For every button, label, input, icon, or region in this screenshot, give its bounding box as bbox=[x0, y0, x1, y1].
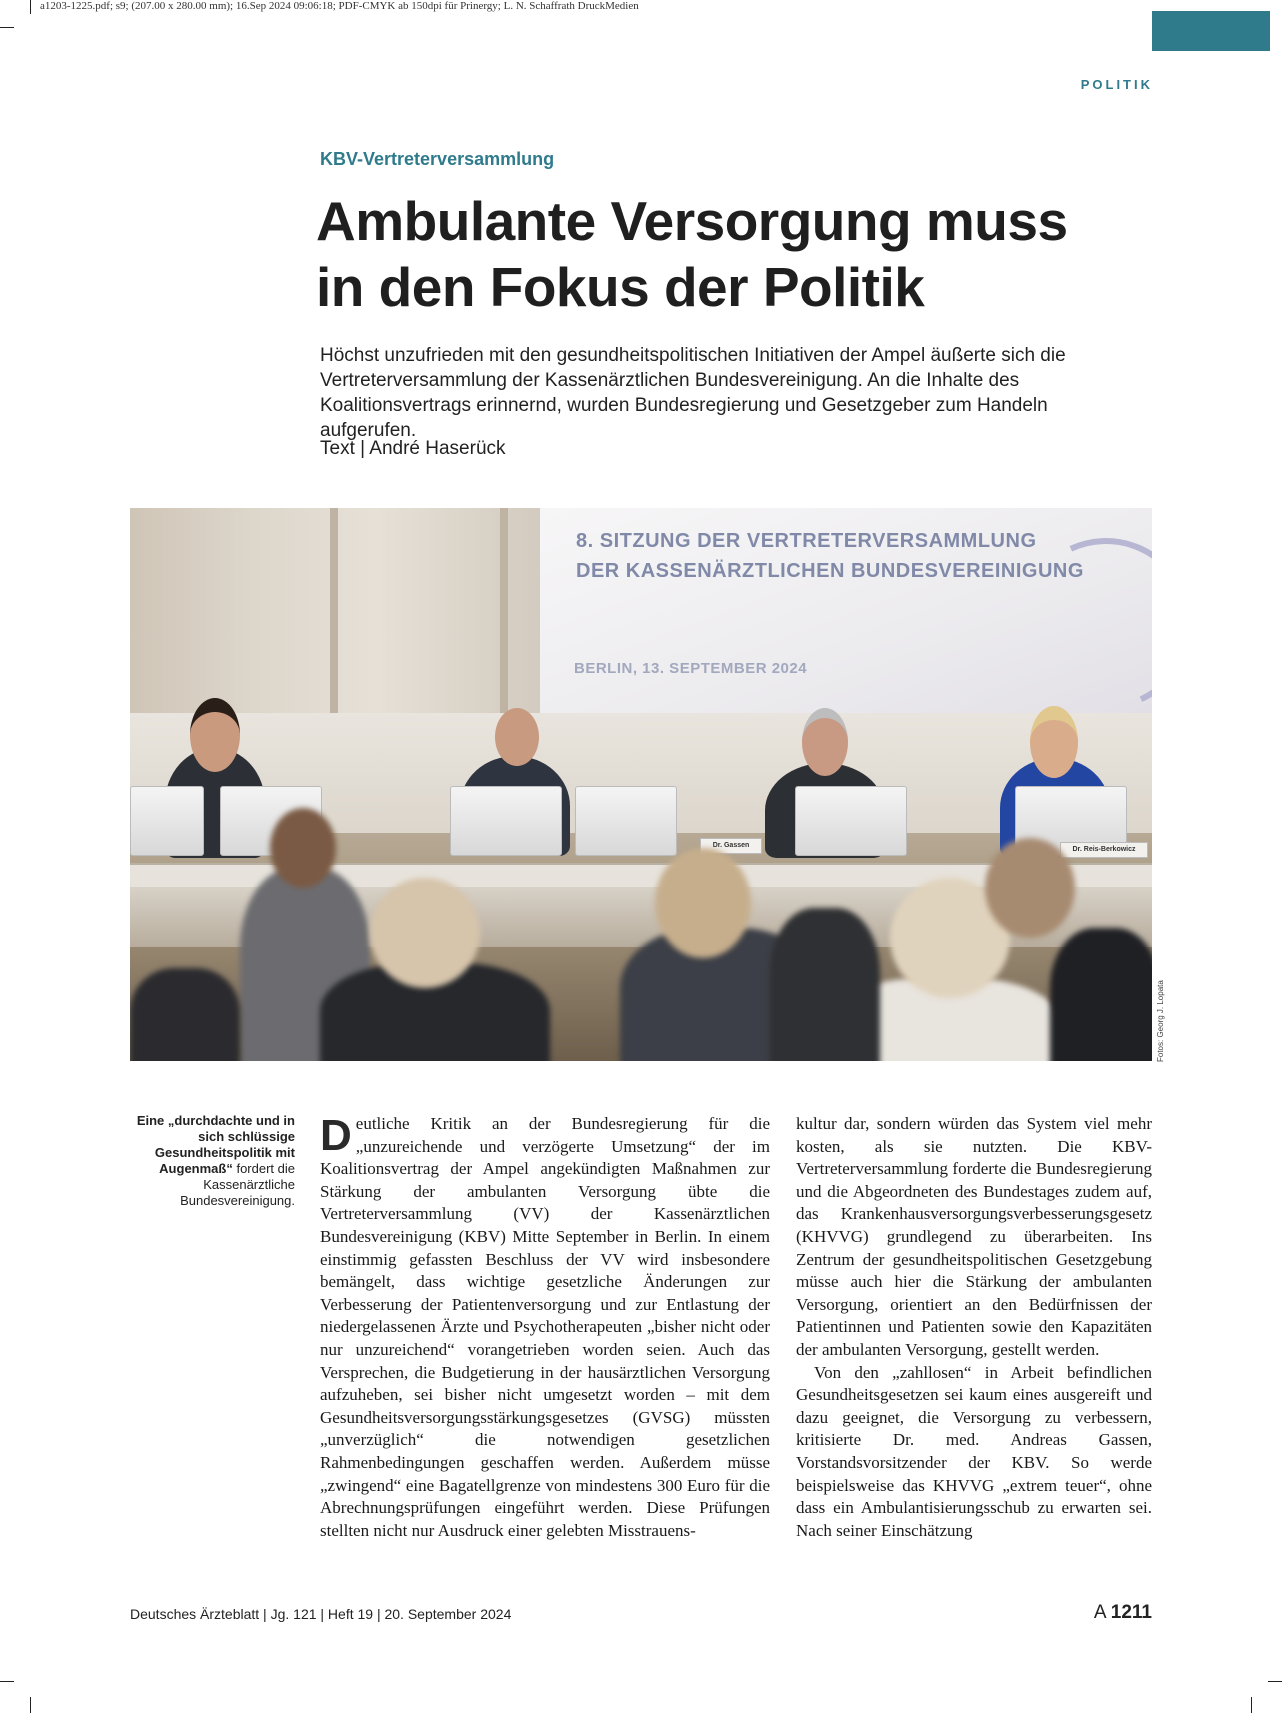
crop-mark bbox=[0, 27, 14, 28]
crop-mark bbox=[30, 0, 31, 14]
speaker-2-head bbox=[495, 708, 539, 766]
drop-cap: D bbox=[320, 1111, 352, 1160]
body-paragraph-2: kultur dar, sondern würden das System viel mehr kosten, als sie nutzten. Die KBV-Vertreterversammlung forderte die Bundesregierung und die Abgeordneten des Bundestages zudem auf, das Krankenhausversorgungsverbesserungsgesetz (KHVVG) grundlegend zu überarbeiten. Ins Zentrum der gesundheitspolitischen Gesetzgebung müsse auch hier die Stärkung der ambulanten Versorgung, orientiert an den Bedürfnissen der Patientinnen und Patienten sowie den Kapazitäten der ambulanten Versorgung, gestellt werden. bbox=[796, 1114, 1152, 1359]
audience-member bbox=[1050, 928, 1152, 1061]
screen-title-line-2: DER KASSENÄRZTLICHEN BUNDESVEREINIGUNG bbox=[576, 560, 1084, 582]
photo-credit: Fotos: Georg J. Lopata bbox=[1156, 980, 1165, 1062]
page-number-value: 1211 bbox=[1110, 1602, 1152, 1623]
headline-line-1: Ambulante Versorgung muss bbox=[316, 190, 1068, 252]
article-headline bbox=[316, 188, 1176, 320]
audience-member bbox=[770, 908, 880, 1061]
crop-mark bbox=[1251, 1697, 1252, 1713]
audience-member-head bbox=[270, 808, 336, 888]
headline-line-2: in den Fokus der Politik bbox=[316, 256, 925, 318]
podium-monitor bbox=[795, 786, 907, 856]
caption-text: fordert die Kassenärztliche Bundesvereinigung. bbox=[180, 1161, 295, 1208]
body-column-1 bbox=[320, 1113, 770, 1542]
crop-mark bbox=[1268, 1681, 1282, 1682]
byline: Text | André Haserück bbox=[320, 438, 506, 459]
article-lead: Höchst unzufrieden mit den gesundheitspolitischen Initiativen der Ampel äußerte sich die Vertreterversammlung der Kassenärztlichen Bundesvereinigung. An die Inhalte des Koalitionsvertrags erinnernd, wurden Bundesregierung und Gesetzgeber zum Handeln aufgerufen. bbox=[320, 345, 1066, 441]
caption-highlight: Eine „durchdachte und in sich schlüssige Gesundheitspolitik mit Augenmaß“ bbox=[136, 1113, 295, 1176]
page-prefix: A bbox=[1093, 1602, 1106, 1623]
screen-date: BERLIN, 13. SEPTEMBER 2024 bbox=[574, 660, 808, 677]
crop-mark bbox=[0, 1681, 14, 1682]
projection-screen bbox=[540, 508, 1152, 713]
audience-member-head bbox=[985, 838, 1075, 938]
print-metadata: a1203-1225.pdf; s9; (207.00 x 280.00 mm); 16.Sep 2024 09:06:18; PDF-CMYK ab 150dpi für Prinergy; L. N. Schaffrath DruckMedien bbox=[40, 0, 639, 12]
nameplate-gassen: Dr. Gassen bbox=[700, 838, 762, 854]
article-photo bbox=[130, 508, 1152, 1061]
audience-member-head bbox=[655, 848, 751, 958]
podium-monitor bbox=[575, 786, 677, 856]
page-number bbox=[1094, 1602, 1152, 1624]
podium-monitor bbox=[130, 786, 204, 856]
podium-monitor bbox=[450, 786, 562, 856]
screen-title-line-1: 8. SITZUNG DER VERTRETERVERSAMMLUNG bbox=[576, 530, 1037, 552]
section-color-tab bbox=[1152, 11, 1270, 51]
nameplate-reis-berkowicz: Dr. Reis-Berkowicz bbox=[1060, 842, 1148, 858]
section-label: POLITIK bbox=[1080, 77, 1153, 92]
article-kicker: KBV-Vertreterversammlung bbox=[320, 149, 555, 169]
crop-mark bbox=[30, 1697, 31, 1713]
body-column-2 bbox=[796, 1113, 1152, 1542]
audience-member bbox=[130, 968, 240, 1061]
body-paragraph-3: Von den „zahllosen“ in Arbeit befindlichen Gesundheitsgesetzen sei kaum eines ausgereift und dazu geeignet, die Versorgung zu verbessern, kritisierte Dr. med. Andreas Gassen, Vorstandsvorsitzender der KBV. So werde beispielsweise das KHVVG „extrem teuer“, ohne dass ein Ambulantisierungsschub zu erwarten sei. Nach seiner Einschätzung bbox=[796, 1362, 1152, 1540]
speaker-3-head bbox=[802, 708, 848, 776]
audience-member-head bbox=[370, 878, 480, 988]
footer-journal-info: Deutsches Ärzteblatt | Jg. 121 | Heft 19 | 20. September 2024 bbox=[130, 1606, 512, 1622]
body-paragraph-1: eutliche Kritik an der Bundesregierung für die „unzureichende und verzögerte Umsetzung“ der im Koalitionsvertrag der Ampel angekündigten Maßnahmen zur Stärkung der ambulanten Versorgung übte die Vertreterversammlung (VV) der Kassenärztlichen Bundesvereinigung (KBV) Mitte September in Berlin. In einem einstimmig gefassten Beschluss der VV wird insbesondere bemängelt, dass wichtige gesetzliche Änderungen zur Verbesserung der Patientenversorgung und zur Entlastung der niedergelassenen Ärzte und Psychotherapeuten „bisher nicht oder nur unzureichend“ vorangetrieben worden seien. Auch das Versprechen, die Budgetierung in der hausärztlichen Versorgung aufzuheben, sei bisher nicht umgesetzt worden – mit dem Gesundheitsversorgungsstärkungsgesetzes (GVSG) müssten „unverzüglich“ die notwendigen gesetzlichen Rahmenbedingungen geschaffen werden. Außerdem müsse „zwingend“ eine Bagatellgrenze von mindestens 300 Euro für die Abrechnungsprüfungen eingeführt werden. Diese Prüfungen stellten nicht nur Ausdruck einer gelebten Misstrauens- bbox=[320, 1114, 770, 1540]
photo-caption bbox=[125, 1113, 295, 1209]
speaker-4-head bbox=[1030, 706, 1078, 778]
speaker-1-head bbox=[190, 698, 240, 772]
